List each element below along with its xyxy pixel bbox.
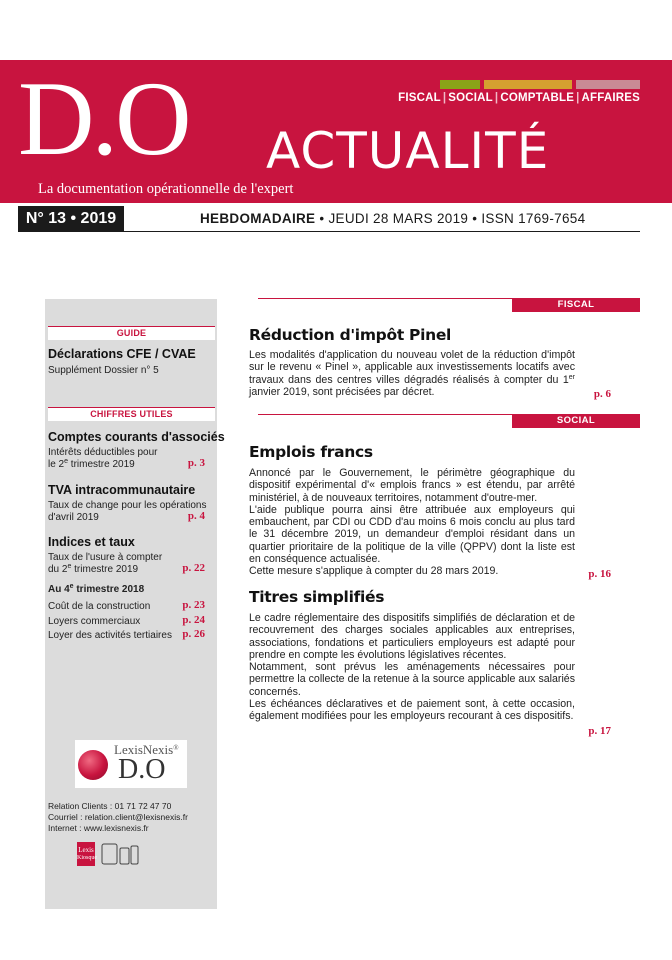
issn: ISSN 1769-7654 (481, 211, 586, 226)
publisher-do: D.O (118, 754, 166, 785)
pinel-body: Les modalités d'application du nouveau volet de la réduction d'impôt sur le revenu « Pinel », applicable aux investissements locatifs avec travaux dans des centres villes dégradés réalisés à compter du 1er janvier 2019, sont précisées par décret. (249, 349, 575, 398)
comptes-page[interactable]: p. 3 (187, 457, 205, 469)
devices-icon (101, 842, 139, 866)
pinel-title[interactable]: Réduction d'impôt Pinel (249, 326, 452, 344)
publisher-name: LexisNexis® (114, 742, 179, 757)
q4-label: Au 4e trimestre 2018 (48, 583, 145, 595)
indices-title: Indices et taux (48, 535, 135, 549)
fiscal-tag: FISCAL (512, 298, 640, 312)
guide-subtitle: Supplément Dossier n° 5 (48, 365, 159, 376)
section-fiscal: FISCAL (398, 92, 441, 104)
issue-date: JEUDI 28 MARS 2019 (328, 211, 469, 226)
tertiaires-page[interactable]: p. 26 (182, 628, 205, 640)
cout-label: Coût de la construction (48, 601, 151, 612)
section-list: FISCAL | SOCIAL | COMPTABLE | AFFAIRES (398, 92, 640, 104)
tagline: La documentation opérationnelle de l'expert (38, 181, 294, 197)
lexisnexis-globe-icon (78, 750, 108, 780)
social-tag: SOCIAL (512, 414, 640, 428)
contact-phone: Relation Clients : 01 71 72 47 70 (48, 801, 172, 811)
guide-title: Déclarations CFE / CVAE (48, 347, 196, 361)
pinel-page[interactable]: p. 6 (593, 388, 611, 400)
emplois-page[interactable]: p. 16 (588, 568, 611, 580)
brand-word: ACTUALITÉ (266, 122, 550, 180)
comptes-line1: Intérêts déductibles pour (48, 447, 158, 458)
section-social: SOCIAL (448, 92, 493, 104)
tva-title: TVA intracommunautaire (48, 483, 196, 497)
do-logo: D.O (18, 60, 189, 177)
section-comptable: COMPTABLE (500, 92, 575, 104)
titres-body: Le cadre réglementaire des dispositifs simplifiés de déclaration et de recouvrement des charges sociales applicables aux entreprises, associations, fondations et particuliers employeurs est adapté pour prendre en compte les évolutions législatives récentes. Notamment, sont prévus les aménagements nécessaires pour permettre la collecte de la retenue à la source applicable aux salariés concernés. Les échéances déclaratives et de paiement sont, à cette occasion, également modifiées pour les employeurs recourant à ces dispositifs. (249, 612, 575, 723)
tva-line1: Taux de change pour les opérations (48, 500, 207, 511)
contact-web[interactable]: Internet : www.lexisnexis.fr (48, 823, 149, 833)
periodicity: HEBDOMADAIRE (200, 211, 316, 226)
lexis-kiosque-icon[interactable]: Lexis Kiosque (77, 842, 95, 866)
affaires-color-stripe (576, 80, 640, 89)
comptable-color-stripe (484, 80, 572, 89)
loyers-label: Loyers commerciaux (48, 616, 141, 627)
indices-line1: Taux de l'usure à compter (48, 552, 163, 563)
comptes-line2: le 2e trimestre 2019 (48, 458, 135, 470)
issue-number: N° 13 • 2019 (18, 206, 124, 232)
tva-line2: d'avril 2019 (48, 512, 99, 523)
comptes-title: Comptes courants d'associés (48, 430, 225, 444)
tva-page[interactable]: p. 4 (187, 510, 205, 522)
emplois-title[interactable]: Emplois francs (249, 443, 373, 461)
guide-label: GUIDE (48, 326, 215, 340)
issue-info: HEBDOMADAIRE • JEUDI 28 MARS 2019 • ISSN 1769-7654 (200, 211, 586, 226)
indices-line2: du 2e trimestre 2019 (48, 563, 139, 575)
loyers-page[interactable]: p. 24 (182, 614, 205, 626)
section-affaires: AFFAIRES (581, 92, 640, 104)
titres-page[interactable]: p. 17 (588, 725, 611, 737)
emplois-body: Annoncé par le Gouvernement, le périmètre géographique du dispositif expérimental d'« emplois francs » est étendu, par arrêté ministériel, à de nouveaux territoires, notamment d'outre-mer. L'aide publique pourra ainsi être attribuée aux employeurs qui embauchent, par CDI ou CDD d'au moins 6 mois conclu au plus tard le 31 décembre 2019, un demandeur d'emploi résidant dans un quartier prioritaire de la politique de la ville (QPPV) dont la liste est en conséquence actualisée. Cette mesure s'applique à compter du 28 mars 2019. (249, 467, 575, 578)
issue-divider (124, 231, 640, 232)
titres-title[interactable]: Titres simplifiés (249, 588, 385, 606)
chiffres-utiles-label: CHIFFRES UTILES (48, 407, 215, 421)
cout-page[interactable]: p. 23 (182, 599, 205, 611)
tertiaires-label: Loyer des activités tertiaires (48, 630, 172, 641)
social-color-stripe (440, 80, 480, 89)
fiscal-color-stripe (390, 80, 440, 89)
contact-mail[interactable]: Courriel : relation.client@lexisnexis.fr (48, 812, 188, 822)
indices-page[interactable]: p. 22 (182, 562, 205, 574)
